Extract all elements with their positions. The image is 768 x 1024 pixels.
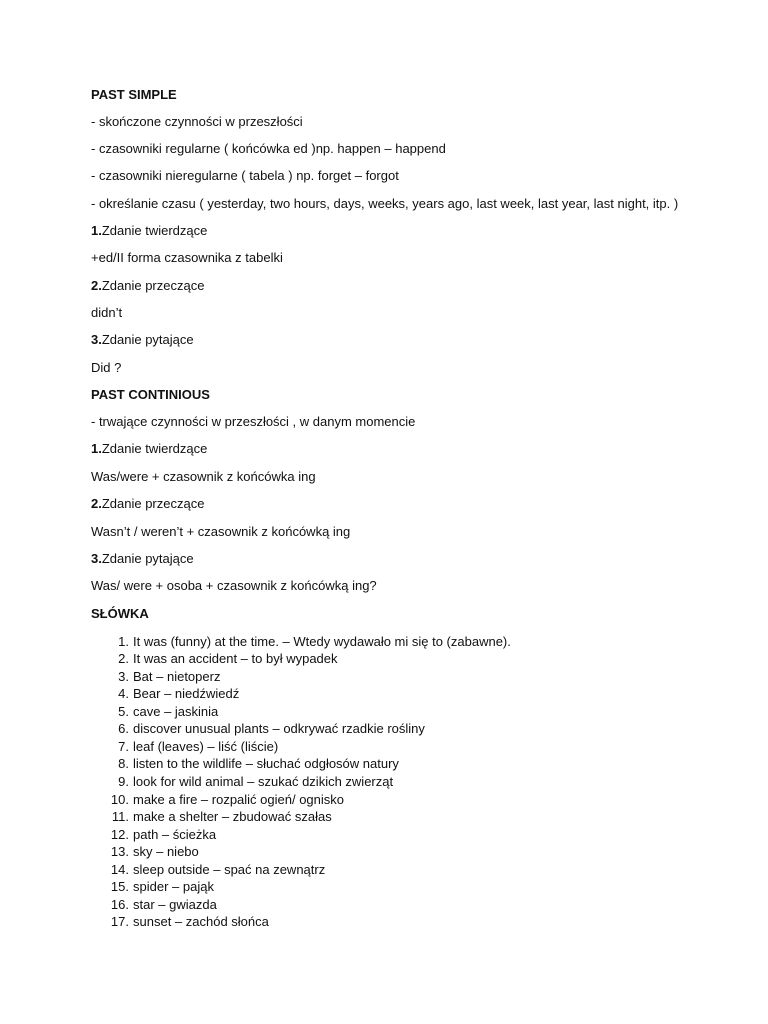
list-item-number: 16. — [110, 897, 129, 912]
list-item — [91, 721, 425, 737]
past-simple-affirmative-label — [91, 223, 207, 239]
past-continuous-question-rule: Was/ were + osoba + czasownik z końcówką ing? — [91, 578, 377, 593]
list-item — [91, 827, 216, 843]
section-number: 2. — [91, 496, 102, 511]
list-item-number: 12. — [110, 827, 129, 842]
list-item — [91, 651, 338, 667]
list-item-number: 1. — [118, 634, 129, 649]
list-item-number: 9. — [118, 774, 129, 789]
list-item-number: 10. — [110, 792, 129, 807]
list-item-text: path – ścieżka — [133, 827, 217, 842]
past-simple-negative-rule: didn’t — [91, 305, 123, 320]
list-item — [91, 809, 332, 825]
past-simple-heading: PAST SIMPLE — [91, 87, 177, 102]
section-label: Zdanie pytające — [101, 332, 194, 347]
list-item-text: spider – pająk — [133, 879, 214, 894]
list-item-number: 11. — [111, 809, 129, 824]
list-item — [91, 739, 278, 755]
past-simple-question-rule: Did ? — [91, 360, 122, 375]
past-continuous-affirmative-rule: Was/were + czasownik z końcówka ing — [91, 469, 316, 484]
list-item — [91, 704, 218, 720]
past-continuous-affirmative-label — [91, 441, 207, 457]
list-item — [91, 686, 239, 702]
vocab-heading: SŁÓWKA — [91, 606, 149, 621]
past-simple-line-3: - czasowniki nieregularne ( tabela ) np. forget – forgot — [91, 168, 399, 183]
list-item-text: sky – niebo — [133, 844, 199, 859]
list-item-number: 15. — [110, 879, 129, 894]
section-label: Zdanie twierdzące — [101, 223, 208, 238]
list-item-text: Bat – nietoperz — [133, 669, 221, 684]
section-label: Zdanie przeczące — [101, 278, 205, 293]
list-item-text: make a fire – rozpalić ogień/ ognisko — [133, 792, 345, 807]
section-number: 3. — [91, 551, 102, 566]
section-label: Zdanie twierdzące — [101, 441, 208, 456]
list-item-text: discover unusual plants – odkrywać rzadkie rośliny — [133, 721, 425, 736]
past-simple-negative-label — [91, 278, 204, 294]
past-simple-line-1: - skończone czynności w przeszłości — [91, 114, 303, 129]
list-item-text: It was an accident – to był wypadek — [133, 651, 338, 666]
list-item-number: 14. — [110, 862, 129, 877]
past-continuous-line-1: - trwające czynności w przeszłości , w danym momencie — [91, 414, 416, 429]
list-item-number: 7. — [118, 739, 129, 754]
list-item — [91, 897, 217, 913]
list-item — [91, 844, 199, 860]
section-number: 3. — [91, 332, 102, 347]
section-label: Zdanie przeczące — [101, 496, 205, 511]
list-item-text: It was (funny) at the time. – Wtedy wydawało mi się to (zabawne). — [133, 634, 511, 649]
list-item — [91, 862, 325, 878]
list-item — [91, 634, 511, 650]
section-number: 1. — [91, 223, 102, 238]
list-item-number: 13. — [110, 844, 129, 859]
past-continuous-negative-label — [91, 496, 204, 512]
past-simple-question-label — [91, 332, 194, 348]
section-number: 2. — [91, 278, 102, 293]
list-item — [91, 879, 214, 895]
list-item-text: Bear – niedźwiedź — [133, 686, 240, 701]
list-item-number: 8. — [118, 756, 129, 771]
list-item-text: leaf (leaves) – liść (liście) — [133, 739, 279, 754]
list-item — [91, 914, 269, 930]
list-item — [91, 756, 399, 772]
list-item-text: listen to the wildlife – słuchać odgłosów natury — [133, 756, 399, 771]
list-item-number: 17. — [110, 914, 129, 929]
list-item-text: star – gwiazda — [133, 897, 217, 912]
list-item-number: 3. — [118, 669, 129, 684]
list-item-number: 5. — [118, 704, 129, 719]
list-item-number: 6. — [118, 721, 129, 736]
past-continuous-heading: PAST CONTINIOUS — [91, 387, 210, 402]
past-simple-line-2: - czasowniki regularne ( końcówka ed )np. happen – happend — [91, 141, 446, 156]
list-item-text: make a shelter – zbudować szałas — [133, 809, 332, 824]
section-label: Zdanie pytające — [101, 551, 194, 566]
past-continuous-negative-rule: Wasn’t / weren’t + czasownik z końcówką ing — [91, 524, 351, 539]
list-item-number: 4. — [118, 686, 129, 701]
list-item — [91, 792, 344, 808]
list-item-number: 2. — [118, 651, 129, 666]
past-simple-line-4: - określanie czasu ( yesterday, two hours, days, weeks, years ago, last week, last year, last night, itp. ) — [91, 196, 679, 211]
list-item — [91, 774, 393, 790]
section-number: 1. — [91, 441, 102, 456]
list-item-text: sunset – zachód słońca — [133, 914, 269, 929]
past-simple-affirmative-rule: +ed/II forma czasownika z tabelki — [91, 250, 283, 265]
past-continuous-question-label — [91, 551, 194, 567]
list-item-text: look for wild animal – szukać dzikich zwierząt — [133, 774, 394, 789]
list-item-text: sleep outside – spać na zewnątrz — [133, 862, 326, 877]
list-item-text: cave – jaskinia — [133, 704, 219, 719]
list-item — [91, 669, 220, 685]
